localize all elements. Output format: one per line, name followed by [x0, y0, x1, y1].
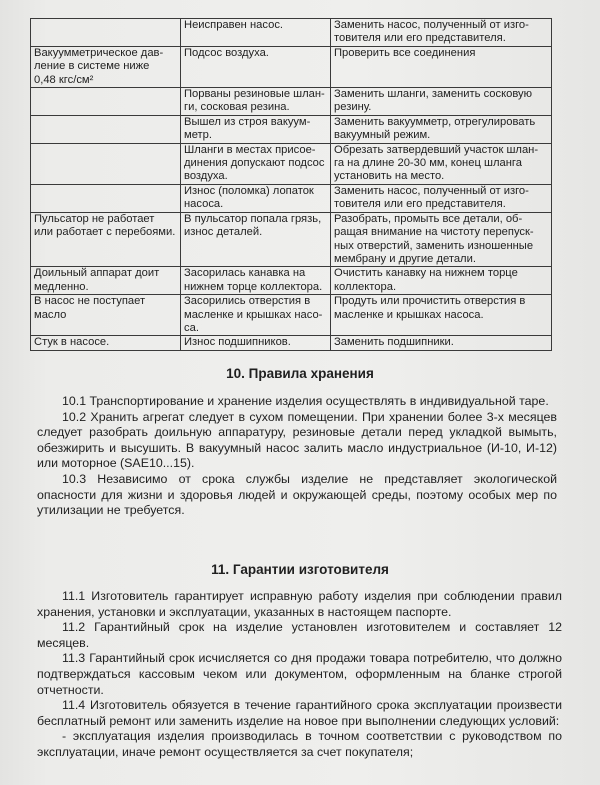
table-cell-remedy: Проверить все соединения: [331, 46, 552, 87]
table-cell-remedy: Заменить насос, полученный от изго- товителя или его представителя.: [331, 19, 552, 47]
table-cell-remedy: Продуть или прочистить отверстия в масленке и крышках насоса.: [331, 295, 552, 336]
paragraph-10-3: 10.3 Независимо от срока службы изделие не представляет экологической опасности для жизни и здоровья людей и окружающей среды, поэтому особых мер по утилизации не требуется.: [37, 471, 557, 518]
table-row: [31, 336, 552, 350]
table-cell-remedy: Обрезать затвердевший участок шлан- га на длине 20-30 мм, конец шланга установить на место.: [331, 143, 552, 184]
paragraph-11-4: 11.4 Изготовитель обязуется в течение гарантийного срока эксплуатации произвести бесплатный ремонт или заменить изделие на новое при выполнении следующих условий:: [37, 698, 562, 728]
paragraph-11-5: - эксплуатация изделия производилась в точном соответствии с руководством по эксплуатации, иначе ремонт осуществляется за счет покупателя;: [37, 729, 562, 759]
table-cell-symptom: Доильный аппарат доит медленно.: [31, 267, 181, 295]
table-row: [31, 212, 552, 267]
table-cell-symptom: [31, 115, 181, 143]
troubleshooting-table: [30, 18, 552, 351]
table-cell-symptom: В насос не поступает масло: [31, 295, 181, 336]
table-cell-symptom: Вакуумметрическое дав- ление в системе ниже 0,48 кгс/см²: [31, 46, 181, 87]
table-cell-remedy: Очистить канавку на нижнем торце коллектора.: [331, 267, 552, 295]
table-cell-symptom: [31, 143, 181, 184]
table-cell-cause: Износ подшипников.: [181, 336, 331, 350]
table-cell-cause: Порваны резиновые шлан- ги, сосковая резина.: [181, 88, 331, 116]
table-cell-remedy: Заменить шланги, заменить сосковую резину.: [331, 88, 552, 116]
table-row: [31, 143, 552, 184]
paragraph-11-3: 11.3 Гарантийный срок исчисляется со дня продажи товара потребителю, что должно подтверждаться кассовым чеком или документом, оформленным на бланке строгой отчетности.: [37, 651, 562, 697]
table-cell-remedy: Заменить подшипники.: [331, 336, 552, 350]
table-row: [31, 88, 552, 116]
table-cell-symptom: Стук в насосе.: [31, 336, 181, 350]
table-cell-symptom: Пульсатор не работает или работает с перебоями.: [31, 212, 181, 267]
table-cell-remedy: Заменить вакуумметр, отрегулировать вакуумный режим.: [331, 115, 552, 143]
table-row: [31, 115, 552, 143]
table-row: [31, 19, 552, 47]
table-cell-cause: Вышел из строя вакуум- метр.: [181, 115, 331, 143]
table-cell-remedy: Заменить насос, полученный от изго- товителя или его представителя.: [331, 184, 552, 212]
table-row: [31, 267, 552, 295]
table-cell-cause: Шланги в местах присое- динения допускают подсос воздуха.: [181, 143, 331, 184]
paragraph-10-2: 10.2 Хранить агрегат следует в сухом помещении. При хранении более 3-х месяцев следует разобрать доильную аппаратуру, резиновые детали перед укладкой вымыть, обезжирить и высушить. В вакуумный насос залить масло индустриальное (И-10, И-12) или моторное (SAE10...15).: [37, 409, 557, 471]
section-10-title: 10. Правила хранения: [226, 366, 374, 381]
table-row: [31, 184, 552, 212]
section-11-title: 11. Гарантии изготовителя: [211, 562, 389, 577]
table-cell-remedy: Разобрать, промыть все детали, об- ращая внимание на чистоту перепуск- ных отверстий, заменить изношенные мембрану и другие детали.: [331, 212, 552, 267]
table-cell-symptom: [31, 88, 181, 116]
table-cell-cause: В пульсатор попала грязь, износ деталей.: [181, 212, 331, 267]
paragraph-10-1: 10.1 Транспортирование и хранение изделия осуществлять в индивидуальной таре.: [62, 394, 549, 408]
paragraph-11-2: 11.2 Гарантийный срок на изделие установлен изготовителем и составляет 12 месяцев.: [37, 620, 562, 650]
text-flow: [37, 394, 557, 519]
table-cell-cause: Неисправен насос.: [181, 19, 331, 47]
table-cell-cause: Подсос воздуха.: [181, 46, 331, 87]
table-cell-cause: Засорились отверстия в масленке и крышках насо- са.: [181, 295, 331, 336]
table-cell-symptom: [31, 19, 181, 47]
text-flow-11: [37, 589, 562, 761]
table-cell-cause: Износ (поломка) лопаток насоса.: [181, 184, 331, 212]
paragraph-11-1: 11.1 Изготовитель гарантирует исправную работу изделия при соблюдении правил хранения, установки и эксплуатации, указанных в настоящем паспорте.: [37, 589, 562, 619]
table-row: [31, 295, 552, 336]
table-cell-symptom: [31, 184, 181, 212]
table-row: [31, 46, 552, 87]
table-cell-cause: Засорилась канавка на нижнем торце коллектора.: [181, 267, 331, 295]
